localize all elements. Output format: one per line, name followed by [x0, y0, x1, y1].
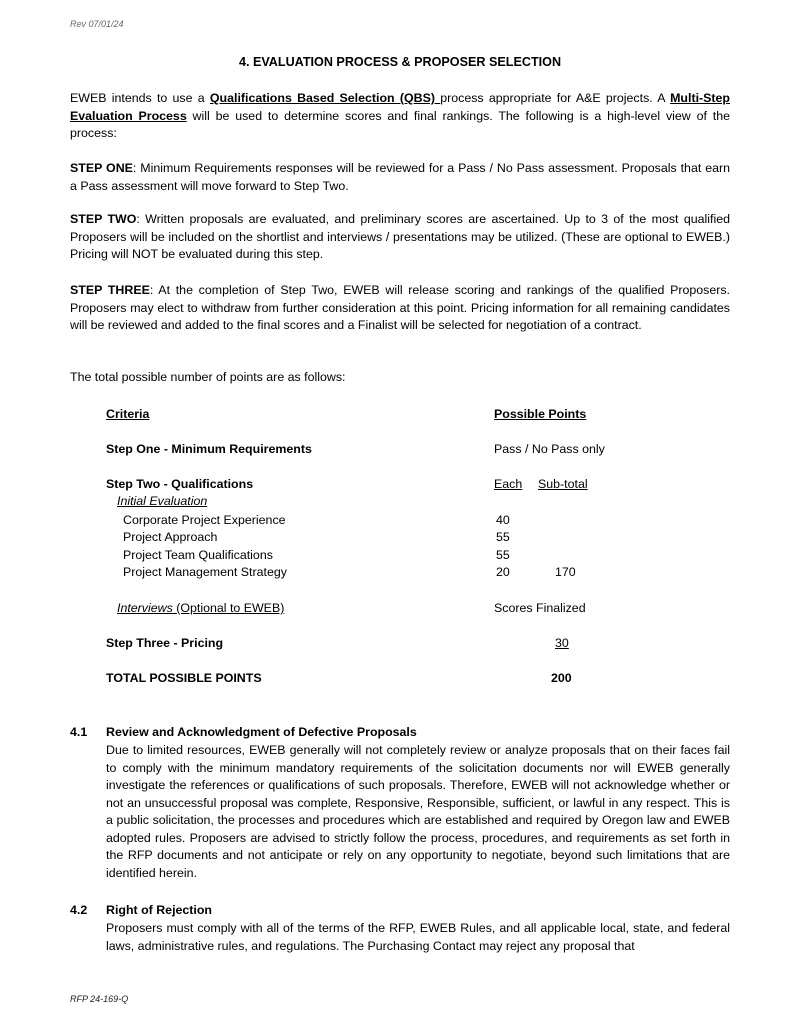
- table-header-row: [0, 406, 800, 423]
- interviews-label: [117, 600, 284, 617]
- subtotal-value: 170: [555, 565, 576, 579]
- each-value: 55: [496, 548, 510, 562]
- step-label: STEP TWO: [70, 212, 137, 226]
- step-label: STEP ONE: [70, 161, 133, 175]
- interviews-italic: Interviews: [117, 601, 173, 615]
- section-heading: Right of Rejection: [106, 903, 213, 917]
- intro-text: will be used to determine scores and final rankings. The following is a high-level view of the process:: [70, 108, 730, 140]
- revision-date: Rev 07/01/24: [70, 19, 124, 29]
- initial-evaluation-label: Initial Evaluation: [117, 494, 208, 508]
- each-value: 40: [496, 513, 510, 527]
- points-intro: The total possible number of points are as follows:: [70, 370, 346, 384]
- criteria-header: Criteria: [106, 407, 150, 421]
- each-value: 55: [496, 530, 510, 544]
- table-row: [0, 493, 800, 510]
- multi-step-term: Multi-Step Evaluation Process: [70, 91, 730, 123]
- possible-points-header: Possible Points: [494, 407, 587, 421]
- subtotal-header: Sub-total: [538, 477, 588, 491]
- document-id: RFP 24-169-Q: [70, 994, 129, 1004]
- step-text: : Minimum Requirements responses will be reviewed for a Pass / No Pass assessment. Proposals that earn a Pass assessment will move forward to Step Two.: [70, 161, 730, 193]
- points-value: Pass / No Pass only: [494, 442, 605, 456]
- step-text: : Written proposals are evaluated, and preliminary scores are ascertained. Up to 3 of the most qualified Proposers will be included on the shortlist and interviews / presentations may be utilized. (These are optional to EWEB.) Pricing will NOT be evaluated during this step.: [70, 212, 730, 261]
- step-one-paragraph: [70, 160, 730, 195]
- section-title: 4. EVALUATION PROCESS & PROPOSER SELECTION: [238, 55, 562, 69]
- section-body: Due to limited resources, EWEB generally will not completely review or analyze proposals that on their faces fail to comply with the minimum mandatory requirements of the solicitation documents nor will EWEB generally investigate the references or qualifications of such proposals. Therefore, EWEB will not acknowledge whether or not an unsuccessful proposal was complete, Responsive, Responsible, sufficient, or lawful in any respect. This is a public solicitation, the processes and procedures which are established and required by Oregon law and EWEB adopted rules. Proposers are advised to strictly follow the process, procedures, and requirements as set forth in the RFP documents and not anticipate or rely on any opportunity to negotiate, beyond such limitations that are identified herein.: [106, 743, 730, 880]
- table-row: [0, 600, 800, 617]
- total-label: TOTAL POSSIBLE POINTS: [106, 671, 262, 685]
- section-number: 4.2: [70, 903, 88, 917]
- criteria-label: Step Three - Pricing: [106, 636, 224, 650]
- intro-paragraph: [70, 90, 730, 143]
- criteria-label: Project Approach: [123, 530, 218, 544]
- table-row: [0, 547, 800, 564]
- section-number: 4.1: [70, 725, 88, 739]
- criteria-label: Project Team Qualifications: [123, 548, 273, 562]
- section-heading: Review and Acknowledgment of Defective Proposals: [106, 725, 417, 739]
- total-value: 200: [551, 671, 572, 685]
- intro-text: process appropriate for A&E projects. A: [440, 91, 671, 105]
- points-value: Scores Finalized: [494, 601, 586, 615]
- criteria-label: Project Management Strategy: [123, 565, 287, 579]
- interviews-rest: (Optional to EWEB): [172, 601, 285, 615]
- criteria-label: Corporate Project Experience: [123, 513, 286, 527]
- step-label: STEP THREE: [70, 283, 150, 297]
- table-row: [0, 529, 800, 546]
- qbs-term: Qualifications Based Selection (QBS): [209, 91, 441, 105]
- table-row: [0, 635, 800, 652]
- each-header: Each: [494, 477, 523, 491]
- intro-text: EWEB intends to use a: [70, 91, 210, 105]
- step-three-paragraph: [70, 282, 730, 335]
- step-two-paragraph: [70, 211, 730, 264]
- table-row: [0, 564, 800, 581]
- table-total-row: [0, 670, 800, 687]
- section-body: Proposers must comply with all of the terms of the RFP, EWEB Rules, and all applicable local, state, and federal laws, administrative rules, and regulations. The Purchasing Contact may reject any proposal that: [106, 921, 730, 953]
- table-row: [0, 512, 800, 529]
- table-row: [0, 441, 800, 458]
- table-row: [0, 476, 800, 493]
- criteria-label: Step One - Minimum Requirements: [106, 442, 312, 456]
- step-text: : At the completion of Step Two, EWEB will release scoring and rankings of the qualified Proposers. Proposers may elect to withdraw from further consideration at this point. Pricing information for all remaining candidates will be reviewed and added to the final scores and a Finalist will be selected for negotiation of a contract.: [70, 283, 730, 332]
- points-value: 30: [555, 636, 569, 650]
- each-value: 20: [496, 565, 510, 579]
- criteria-label: Step Two - Qualifications: [106, 477, 254, 491]
